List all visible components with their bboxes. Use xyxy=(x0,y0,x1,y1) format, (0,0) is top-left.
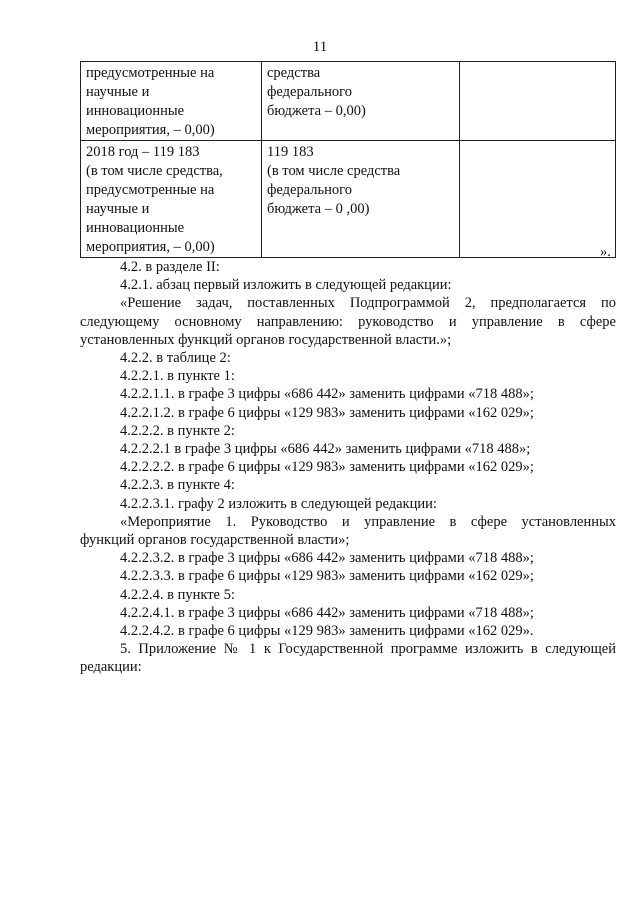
cell-line: (в том числе средства, xyxy=(86,163,223,179)
table-row xyxy=(81,141,616,258)
table-cell xyxy=(262,141,460,258)
paragraph-line: 4.2.2.4.1. в графе 3 цифры «686 442» заменить цифрами «718 488»; xyxy=(120,604,534,621)
cell-line: 2018 год – 119 183 xyxy=(86,144,200,160)
cell-line: мероприятия, – 0,00) xyxy=(86,239,215,255)
paragraph-line: 4.2.2.2.1 в графе 3 цифры «686 442» заменить цифрами «718 488»; xyxy=(120,441,531,458)
paragraph-line: 5. Приложение № 1 к Государственной программе изложить в следующей xyxy=(120,641,616,658)
paragraph-line: 4.2. в разделе II: xyxy=(120,259,220,275)
cell-line: предусмотренные на xyxy=(86,182,215,198)
paragraph-line: 4.2.2.3. в пункте 4: xyxy=(120,477,235,494)
page-number: 11 xyxy=(312,39,328,55)
table-row xyxy=(81,62,616,141)
cell-line: бюджета – 0,00) xyxy=(267,103,366,119)
cell-line: предусмотренные на xyxy=(86,65,215,81)
cell-line: федерального xyxy=(267,84,352,100)
paragraph-line: 4.2.2.2.2. в графе 6 цифры «129 983» заменить цифрами «162 029»; xyxy=(120,459,534,476)
paragraph-line: 4.2.2.2. в пункте 2: xyxy=(120,422,235,439)
cell-line: научные и xyxy=(86,201,150,217)
budget-table xyxy=(80,61,616,258)
paragraph-line: 4.2.2.3.2. в графе 3 цифры «686 442» заменить цифрами «718 488»; xyxy=(120,550,534,567)
paragraph-line: 4.2.2. в таблице 2: xyxy=(120,350,231,367)
paragraph-line: 4.2.2.4. в пункте 5: xyxy=(120,586,235,603)
paragraph-line: 4.2.2.1.1. в графе 3 цифры «686 442» заменить цифрами «718 488»; xyxy=(120,386,534,403)
paragraph-line: функций органов государственной власти»; xyxy=(80,532,350,549)
paragraph-line: следующему основному направлению: руководство и управление в сфере xyxy=(80,313,616,330)
cell-line: 119 183 xyxy=(267,144,314,160)
paragraph-line: редакции: xyxy=(80,659,142,676)
table-cell xyxy=(81,62,262,141)
table-cell xyxy=(81,141,262,258)
closing-quote-mark: ». xyxy=(600,244,611,260)
document-body xyxy=(80,258,616,677)
paragraph-line: 4.2.2.4.2. в графе 6 цифры «129 983» заменить цифрами «162 029». xyxy=(120,623,534,640)
cell-line: мероприятия, – 0,00) xyxy=(86,122,215,138)
cell-line: средства xyxy=(267,65,321,81)
paragraph-line: 4.2.2.3.1. графу 2 изложить в следующей редакции: xyxy=(120,495,437,512)
paragraph-line: 4.2.1. абзац первый изложить в следующей редакции: xyxy=(120,277,452,294)
paragraph-line: установленных функций органов государственной власти.»; xyxy=(80,331,452,348)
paragraph-line: 4.2.2.1.2. в графе 6 цифры «129 983» заменить цифрами «162 029»; xyxy=(120,404,534,421)
cell-line: инновационные xyxy=(86,220,185,236)
cell-line: инновационные xyxy=(86,103,185,119)
cell-line: научные и xyxy=(86,84,150,100)
paragraph-line: 4.2.2.1. в пункте 1: xyxy=(120,368,235,385)
table-cell-empty xyxy=(460,62,616,141)
cell-line: федерального xyxy=(267,182,352,198)
paragraph-line: «Мероприятие 1. Руководство и управление в сфере установленных xyxy=(120,513,616,530)
cell-line: (в том числе средства xyxy=(267,163,401,179)
table-cell xyxy=(262,62,460,141)
paragraph-line: «Решение задач, поставленных Подпрограммой 2, предполагается по xyxy=(120,295,616,312)
cell-line: бюджета – 0 ,00) xyxy=(267,201,370,217)
paragraph-line: 4.2.2.3.3. в графе 6 цифры «129 983» заменить цифрами «162 029»; xyxy=(120,568,534,585)
table-cell-empty xyxy=(460,141,616,258)
